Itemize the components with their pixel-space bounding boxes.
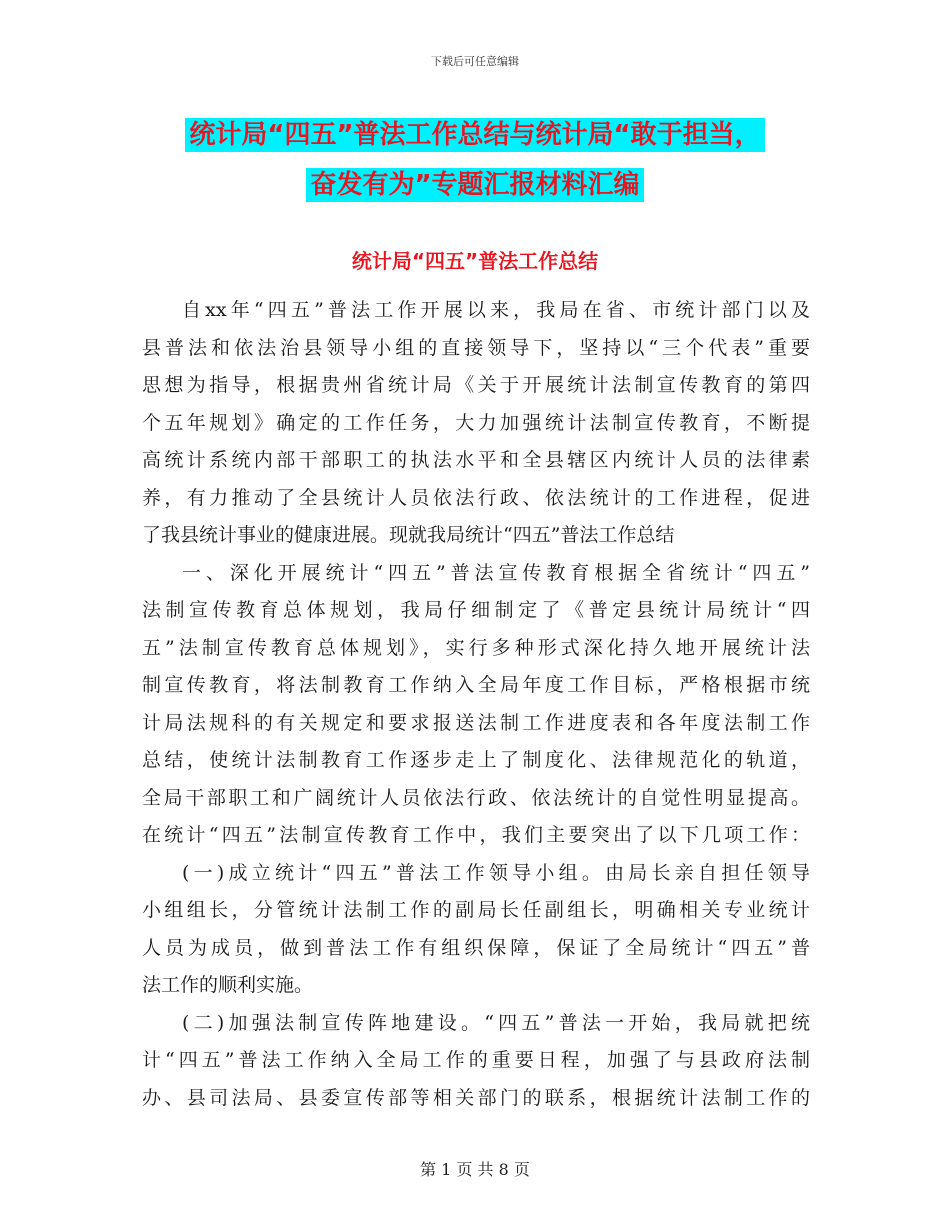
text-line: 法工作的顺利实施。 (142, 974, 314, 996)
text-line: 计“四五”普法工作纳入全局工作的重要日程，加强了与县政府法制 (142, 1049, 810, 1071)
text-line: 法制宣传教育总体规划，我局仔细制定了《普定县统计局统计“四 (142, 599, 810, 621)
title-line-1: 统计局“四五”普法工作总结与统计局“敢于担当， (185, 118, 764, 152)
text-line: 人员为成员，做到普法工作有组织保障，保证了全局统计“四五”普 (142, 936, 810, 959)
text-line: 小组组长，分管统计法制工作的副局长任副组长，明确相关专业统计 (142, 899, 810, 921)
document-title (0, 110, 950, 210)
text-line: 全局干部职工和广阔统计人员依法行政、依法统计的自觉性明显提高。 (142, 786, 810, 809)
text-line: 制宣传教育，将法制教育工作纳入全局年度工作目标，严格根据市统 (142, 674, 810, 696)
header-note: 下载后可任意编辑 (431, 55, 519, 68)
text-line: 总结，使统计法制教育工作逐步走上了制度化、法律规范化的轨道， (142, 749, 810, 771)
title-line-2: 奋发有为”专题汇报材料汇编 (306, 168, 643, 202)
text-line: 五”法制宣传教育总体规划》，实行多种形式深化持久地开展统计法 (142, 636, 810, 659)
text-line: 思想为指导，根据贵州省统计局《关于开展统计法制宣传教育的第四 (142, 374, 810, 396)
text-line: 高统计系统内部干部职工的执法水平和全县辖区内统计人员的法律素 (142, 449, 810, 471)
text-line: 在统计“四五”法制宣传教育工作中，我们主要突出了以下几项工作： (142, 824, 810, 846)
body-text (142, 292, 810, 1117)
text-line: 了我县统计事业的健康进展。现就我局统计“四五”普法工作总结 (142, 524, 675, 546)
text-line: (二)加强法制宣传阵地建设。“四五”普法一开始，我局就把统 (182, 1011, 810, 1034)
text-line: 个五年规划》确定的工作任务，大力加强统计法制宣传教育，不断提 (142, 411, 810, 434)
text-line: (一)成立统计“四五”普法工作领导小组。由局长亲自担任领导 (182, 861, 810, 884)
page-number: 第 1 页 共 8 页 (420, 1160, 530, 1179)
text-line: 计局法规科的有关规定和要求报送法制工作进度表和各年度法制工作 (142, 711, 810, 734)
text-line: 办、县司法局、县委宣传部等相关部门的联系，根据统计法制工作的 (142, 1086, 810, 1109)
text-line: 县普法和依法治县领导小组的直接领导下，坚持以“三个代表”重要 (142, 336, 810, 359)
section-title: 统计局“四五”普法工作总结 (351, 249, 599, 273)
text-line: 一、深化开展统计“四五”普法宣传教育根据全省统计“四五” (182, 561, 810, 584)
text-line: 自xx年“四五”普法工作开展以来，我局在省、市统计部门以及 (182, 299, 810, 321)
text-line: 养，有力推动了全县统计人员依法行政、依法统计的工作进程，促进 (142, 486, 810, 509)
